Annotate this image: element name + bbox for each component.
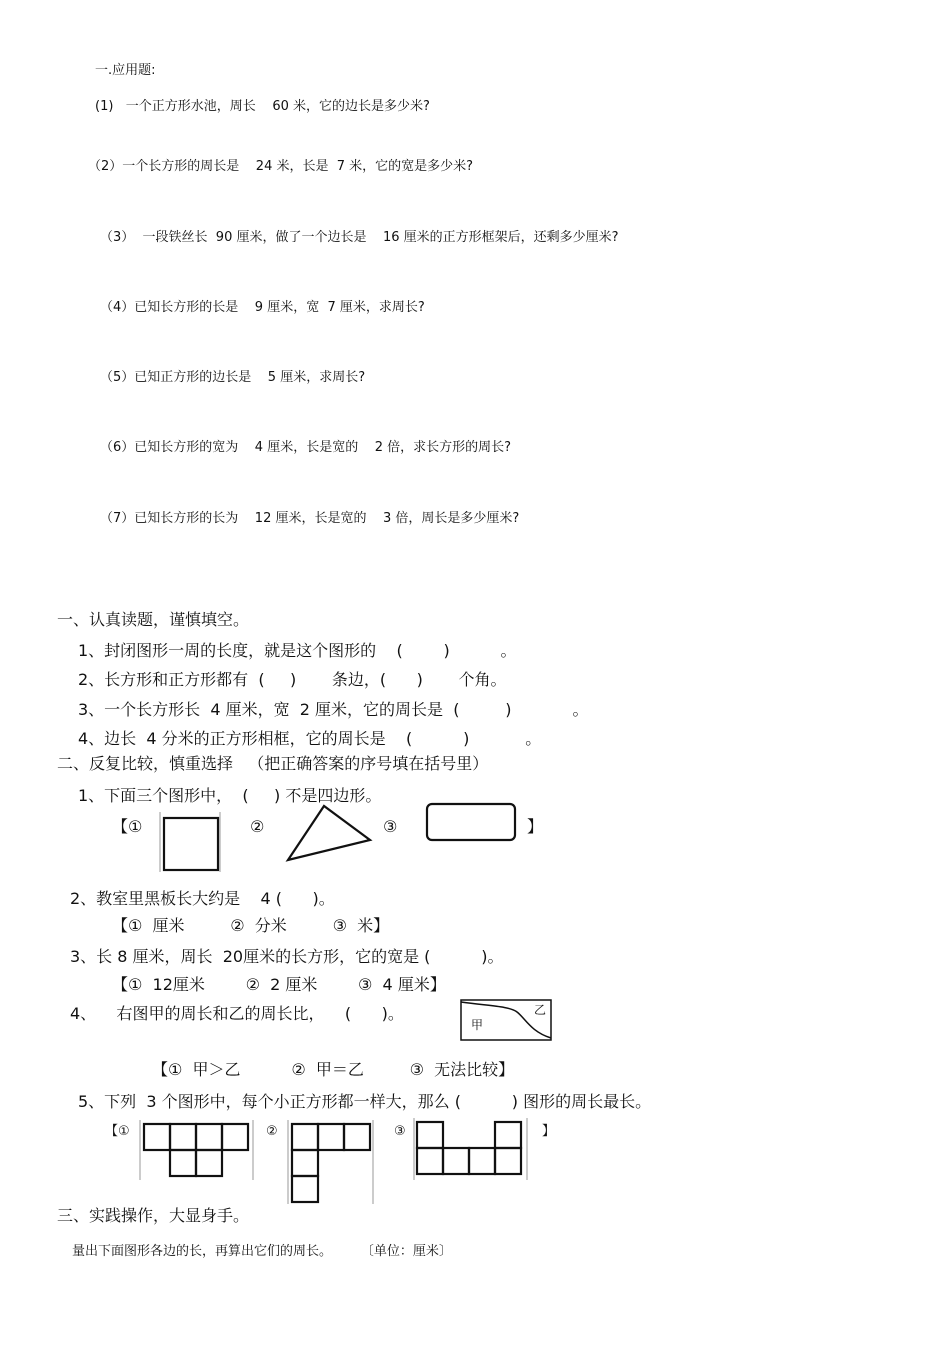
q5-figure-3 (412, 1118, 530, 1182)
q3-options: 【① 12厘米 ② 2 厘米 ③ 4 厘米】 (112, 975, 446, 994)
q4-label-yi: 乙 (534, 1003, 547, 1017)
q5-close: 】 (542, 1124, 556, 1139)
question-1: (1) 一个正方形水池，周长 60 米，它的边长是多少米? (95, 99, 430, 114)
q5-open: 【① (105, 1124, 130, 1139)
q1-square-figure (157, 812, 227, 874)
q5-figure-2 (286, 1120, 376, 1206)
choice-q5: 5、下列 3 个图形中，每个小正方形都一样大，那么 ( ) 图形的周长最长。 (78, 1092, 652, 1111)
question-4: （4）已知长方形的长是 9 厘米，宽 7 厘米，求周长? (100, 300, 425, 315)
q5-option-3: ③ (394, 1124, 406, 1139)
fill-item-2: 2、长方形和正方形都有 ( ) 条边，( ) 个角。 (78, 670, 507, 689)
choice-q2: 2、教室里黑板长大约是 4 ( )。 (70, 889, 335, 908)
q4-label-jia: 甲 (471, 1018, 484, 1032)
q5-option-2: ② (266, 1124, 278, 1139)
fill-item-3: 3、一个长方形长 4 厘米，宽 2 厘米，它的周长是 ( ) 。 (78, 700, 589, 719)
part1-title: 一.应用题: (95, 63, 156, 78)
question-5: （5）已知正方形的边长是 5 厘米，求周长? (100, 370, 366, 385)
question-6: （6）已知长方形的宽为 4 厘米，长是宽的 2 倍，求长方形的周长? (100, 440, 512, 455)
choice-q3: 3、长 8 厘米，周长 20厘米的长方形，它的宽是 ( )。 (70, 947, 504, 966)
q1-option-3: ③ (383, 817, 398, 836)
fill-item-4: 4、边长 4 分米的正方形相框，它的周长是 ( ) 。 (78, 729, 542, 748)
question-7: （7）已知长方形的长为 12 厘米，长是宽的 3 倍，周长是多少厘米? (100, 511, 520, 526)
fill-item-1: 1、封闭图形一周的长度，就是这个图形的 ( ) 。 (78, 641, 517, 660)
q1-rounded-rect-figure (424, 801, 519, 843)
q1-close: 】 (527, 817, 544, 836)
q1-option-2: ② (250, 817, 265, 836)
q5-figure-1 (138, 1120, 256, 1182)
q1-triangle-figure (282, 802, 382, 864)
sec2-title: 二、反复比较，慎重选择 （把正确答案的序号填在括号里） (57, 754, 489, 773)
choice-q4: 4、 右图甲的周长和乙的周长比， ( )。 (70, 1004, 404, 1023)
q2-options: 【① 厘米 ② 分米 ③ 米】 (112, 916, 390, 935)
question-3: （3） 一段铁丝长 90 厘米，做了一个边长是 16 厘米的正方形框架后，还剩多少厘米? (100, 230, 619, 245)
sec3-title: 三、实践操作，大显身手。 (57, 1206, 250, 1225)
question-2: （2）一个长方形的周长是 24 米，长是 7 米，它的宽是多少米? (88, 159, 474, 174)
q1-open: 【① (112, 817, 143, 836)
choice-q1: 1、下面三个图形中， ( ) 不是四边形。 (78, 786, 382, 805)
sec1-title: 一、认真读题，谨慎填空。 (57, 610, 250, 629)
q4-options: 【① 甲＞乙 ② 甲＝乙 ③ 无法比较】 (152, 1060, 515, 1079)
sec3-instruction: 量出下面图形各边的长，再算出它们的周长。 〔单位：厘米〕 (72, 1244, 452, 1259)
